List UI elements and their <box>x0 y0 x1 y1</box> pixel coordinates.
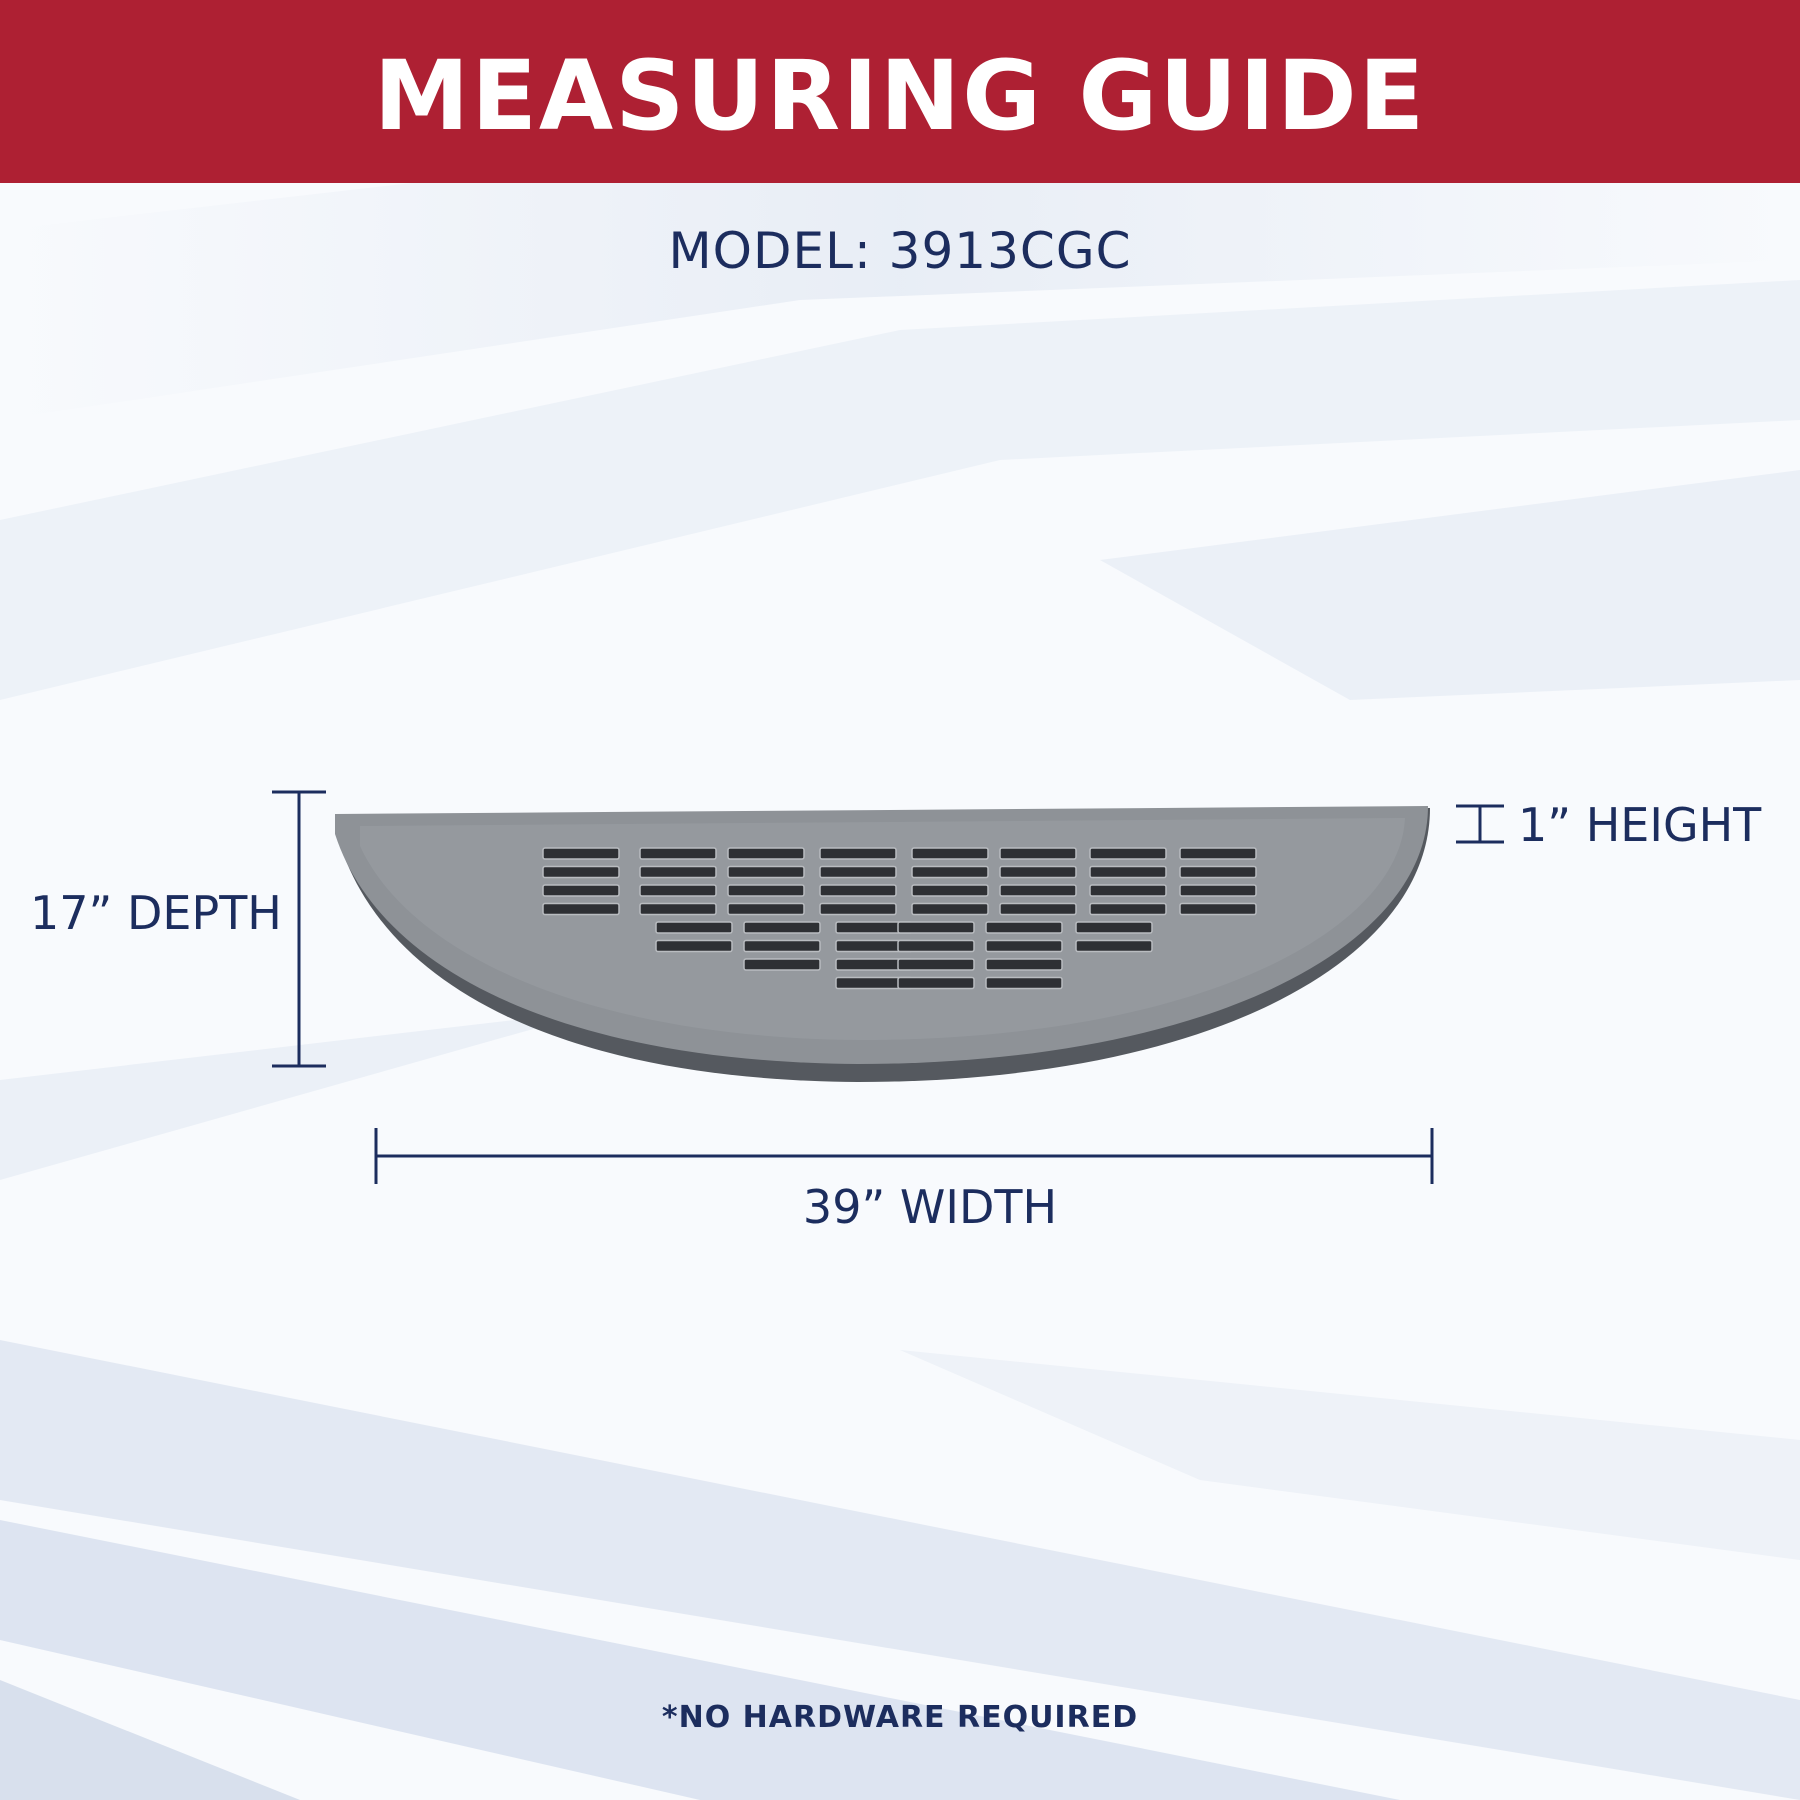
grate-slot <box>1000 848 1076 859</box>
grate-slot <box>1090 885 1166 896</box>
grate-slot <box>728 848 804 859</box>
grate-slot <box>820 904 896 915</box>
grate-slot <box>543 848 619 859</box>
grate-slot <box>728 867 804 878</box>
grate-slot <box>898 978 974 989</box>
grate-slot <box>986 941 1062 952</box>
grate-slot <box>1000 867 1076 878</box>
grate-slot <box>744 941 820 952</box>
grate-slot <box>640 848 716 859</box>
grate-slot <box>656 922 732 933</box>
grate-slot <box>912 904 988 915</box>
grate-product <box>335 806 1430 1082</box>
depth-label: 17” DEPTH <box>30 886 282 940</box>
grate-slot <box>1076 922 1152 933</box>
grate-slot <box>1180 904 1256 915</box>
grate-slot <box>744 959 820 970</box>
grate-slot <box>986 978 1062 989</box>
grate-slot <box>543 904 619 915</box>
grate-slot <box>1180 867 1256 878</box>
grate-slot <box>1076 941 1152 952</box>
grate-slot <box>656 941 732 952</box>
grate-slot <box>1000 904 1076 915</box>
grate-slot <box>898 941 974 952</box>
grate-slot <box>912 848 988 859</box>
grate-slot <box>1000 885 1076 896</box>
grate-slot <box>898 959 974 970</box>
page-title: MEASURING GUIDE <box>373 39 1427 152</box>
width-label: 39” WIDTH <box>802 1180 1058 1234</box>
grate-slot <box>1180 848 1256 859</box>
grate-slot <box>898 922 974 933</box>
width-dimension-line <box>376 1128 1432 1184</box>
grate-slot <box>728 885 804 896</box>
model-number: MODEL: 3913CGC <box>668 222 1132 280</box>
grate-slot <box>1090 904 1166 915</box>
grate-slot <box>820 885 896 896</box>
grate-slot <box>543 867 619 878</box>
grate-slot <box>640 867 716 878</box>
height-dimension-line <box>1456 806 1504 842</box>
grate-slot <box>986 922 1062 933</box>
grate-slot <box>820 848 896 859</box>
height-label: 1” HEIGHT <box>1518 798 1762 852</box>
grate-slot <box>912 885 988 896</box>
grate-slot <box>640 904 716 915</box>
grate-slot <box>1180 885 1256 896</box>
grate-slot <box>986 959 1062 970</box>
grate-slot <box>744 922 820 933</box>
grate-slot <box>543 885 619 896</box>
grate-slot <box>820 867 896 878</box>
grate-slot <box>1090 867 1166 878</box>
footer-note: *NO HARDWARE REQUIRED <box>661 1700 1139 1735</box>
grate-slot <box>912 867 988 878</box>
grate-slot <box>640 885 716 896</box>
grate-slot <box>1090 848 1166 859</box>
grate-slot <box>728 904 804 915</box>
